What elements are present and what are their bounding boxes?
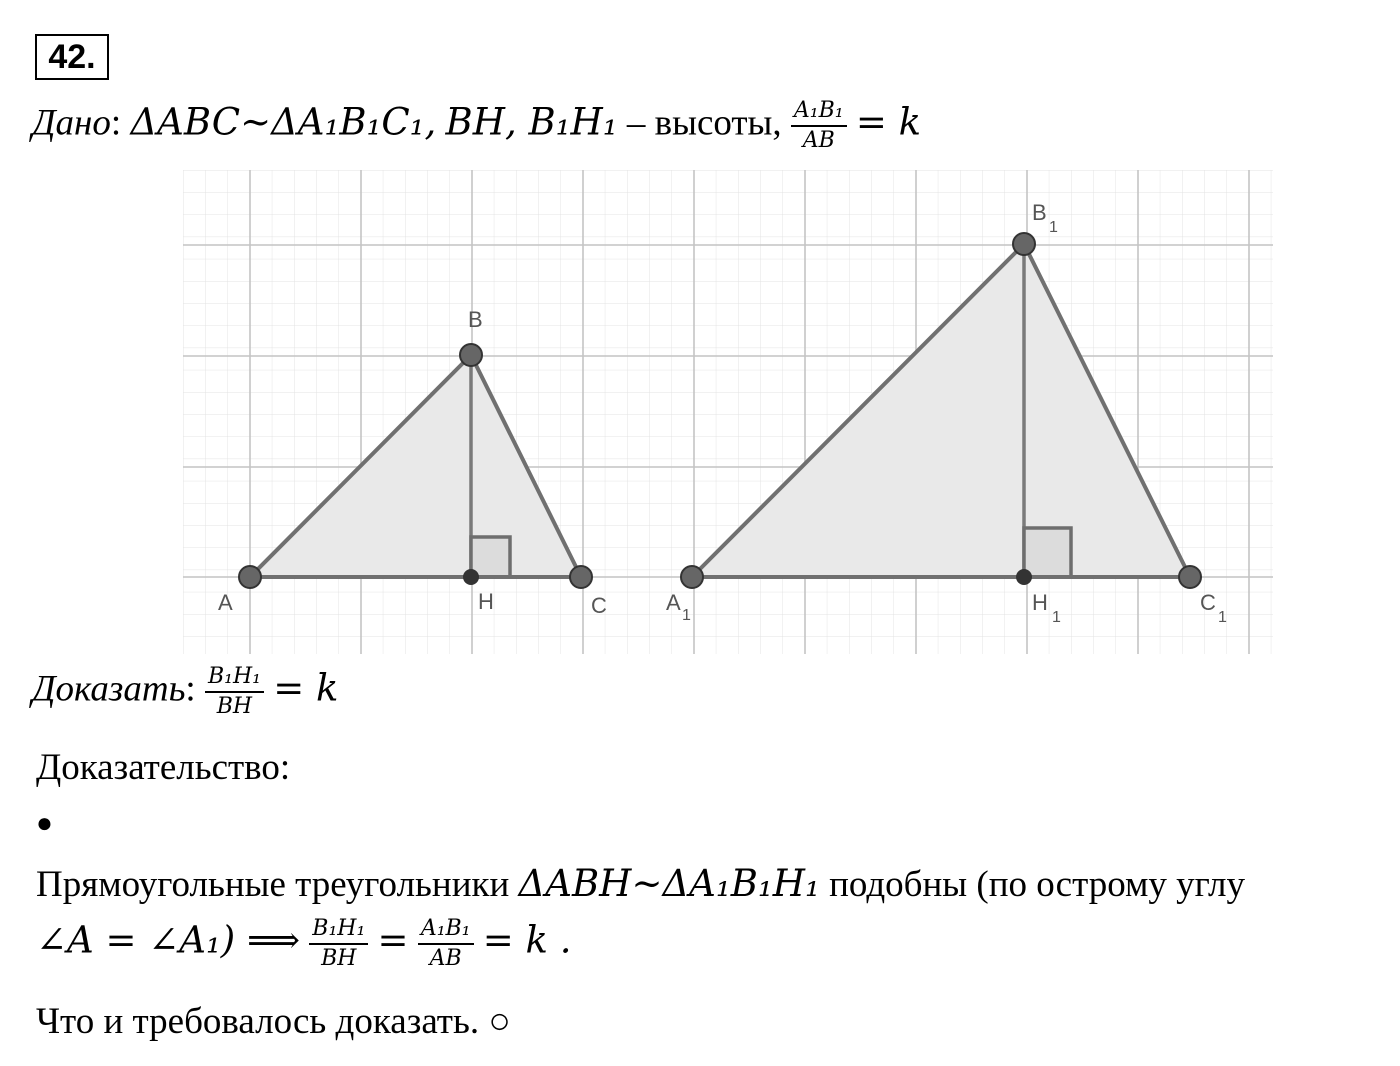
label-a: A (218, 590, 233, 615)
proof-line-2 (36, 918, 571, 970)
point-h (463, 569, 479, 585)
proof-fraction-2 (418, 918, 474, 970)
proof-fraction-2-numerator: A₁B₁ (418, 918, 474, 945)
problem-number: 42. (35, 34, 109, 80)
label-c1-sub: 1 (1218, 609, 1227, 626)
label-a1-sub: 1 (682, 607, 691, 624)
label-c: C (591, 593, 607, 618)
right-angle-mark-h1 (1024, 528, 1071, 577)
prove-line: Доказать: $\frac{\text{B₁H₁}}{BH}$ = k (32, 664, 339, 719)
point-a (239, 566, 261, 588)
label-b1: B (1032, 200, 1047, 225)
proof-fraction-1-denominator: BH (321, 946, 357, 971)
proof-line-1-math: ΔABH~ΔA₁B₁H₁ (518, 862, 820, 905)
given-ratio-numerator: A₁B₁ (791, 100, 847, 127)
proof-equals-1: = (377, 918, 409, 962)
prove-numerator: B₁H₁ (205, 666, 264, 693)
prove-rhs: = k (273, 666, 339, 710)
given-label: Дано (32, 102, 111, 144)
label-b: B (468, 307, 483, 332)
proof-line-1-text-b: подобны (по острому углу (829, 864, 1245, 905)
point-b1 (1013, 233, 1035, 255)
label-h: H (478, 589, 494, 614)
label-h1: H (1032, 590, 1048, 615)
prove-fraction (205, 666, 264, 718)
label-c1: C (1200, 590, 1216, 615)
proof-fraction-1-numerator: B₁H₁ (309, 918, 368, 945)
proof-heading: Доказательство: (36, 747, 291, 788)
proof-fraction-1 (309, 918, 368, 970)
point-a1 (681, 566, 703, 588)
bullet: ● (36, 808, 53, 839)
label-a1: A (666, 590, 681, 615)
proof-line-1 (36, 862, 1245, 906)
label-h1-sub: 1 (1052, 609, 1061, 626)
proof-conclusion: Что и требовалось доказать. ○ (36, 1001, 511, 1042)
right-angle-mark-h (471, 537, 510, 577)
label-b1-sub: 1 (1049, 219, 1058, 236)
point-b (460, 344, 482, 366)
given-heights: BH, B₁H₁ (445, 100, 618, 144)
proof-equals-2: = k . (482, 918, 572, 962)
given-ratio-rhs: = k (855, 100, 922, 144)
given-similarity: ΔABC~ΔA₁B₁C₁, (130, 100, 437, 144)
given-ratio-denominator: AB (802, 128, 835, 153)
prove-denominator: BH (216, 694, 253, 719)
point-c (570, 566, 592, 588)
proof-fraction-2-denominator: AB (429, 946, 462, 971)
given-heights-word: – высоты, (626, 102, 782, 144)
prove-label: Доказать (32, 668, 186, 710)
point-c1 (1179, 566, 1201, 588)
given-line: Дано: ΔABC~ΔA₁B₁C₁, BH, B₁H₁ – высоты, $\frac{\text{A₁B₁}}{AB}$ = k (32, 98, 922, 153)
point-h1 (1016, 569, 1032, 585)
proof-line-1-text-a: Прямоугольные треугольники (36, 864, 510, 905)
proof-line-2-math: ∠A = ∠A₁) ⟹ (36, 918, 301, 962)
